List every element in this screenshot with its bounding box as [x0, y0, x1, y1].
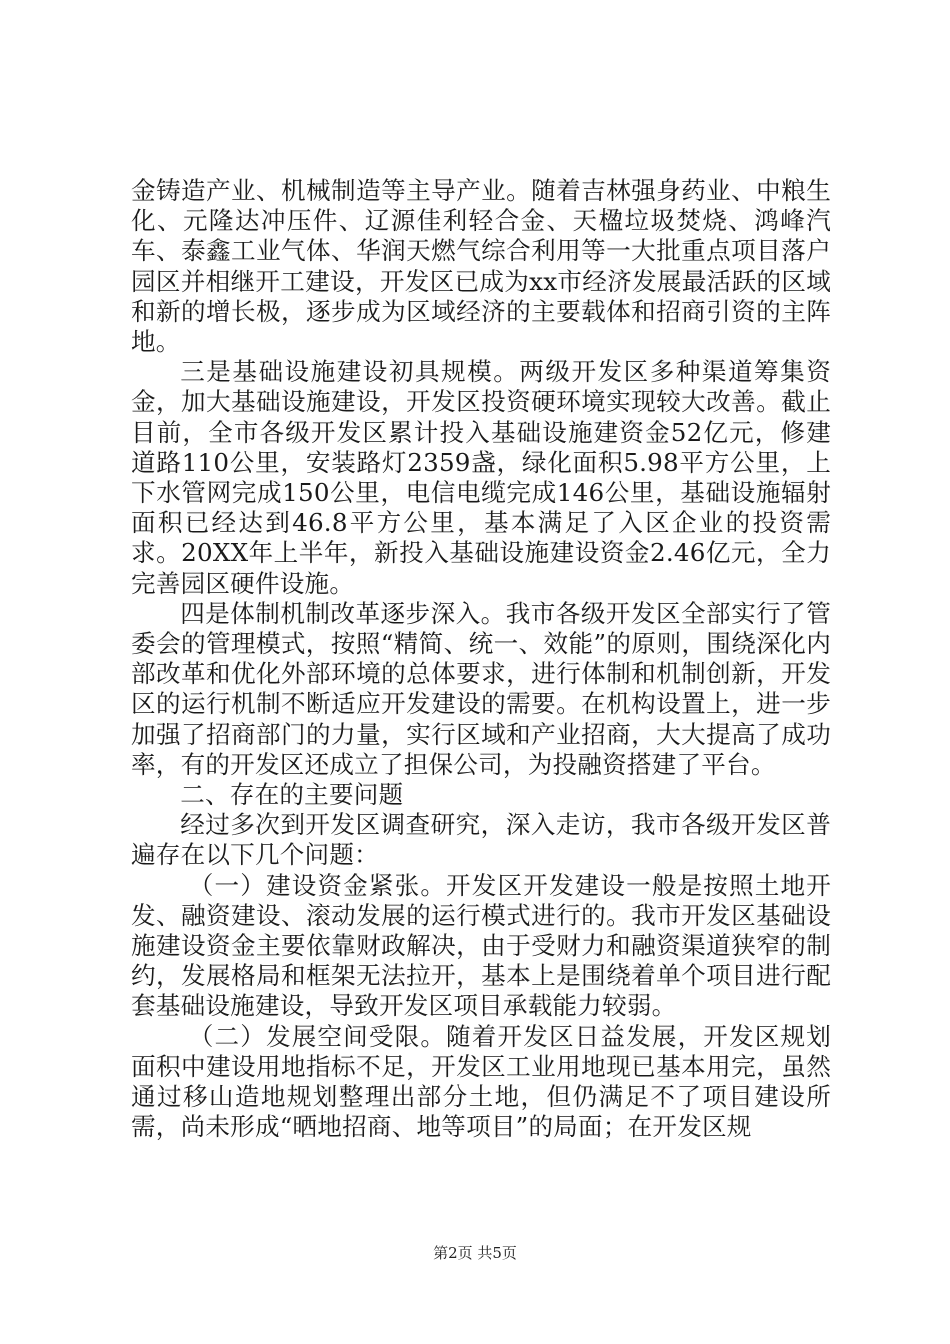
paragraph-space: （二）发展空间受限。随着开发区日益发展，开发区规划面积中建设用地指标不足，开发区工业用地现已基本用完，虽然通过移山造地规划整理出部分土地，但仍满足不了项目建设所需，尚未形成“晒地招商、地等项目”的局面；在开发区规: [131, 1021, 831, 1142]
page-number-footer: 第2页 共5页: [433, 1244, 517, 1262]
paragraph-intro: 经过多次到开发区调查研究，深入走访，我市各级开发区普遍存在以下几个问题：: [131, 810, 831, 870]
paragraph-reform: 四是体制机制改革逐步深入。我市各级开发区全部实行了管委会的管理模式，按照“精简、统一、效能”的原则，围绕深化内部改革和优化外部环境的总体要求，进行体制和机制创新，开发区的运行机制不断适应开发建设的需要。在机构设置上，进一步加强了招商部门的力量，实行区域和产业招商，大大提高了成功率，有的开发区还成立了担保公司，为投融资搭建了平台。: [131, 598, 831, 779]
paragraph-continuation: 金铸造产业、机械制造等主导产业。随着吉林强身药业、中粮生化、元隆达冲压件、辽源佳利轻合金、天楹垃圾焚烧、鸿峰汽车、泰鑫工业气体、华润天燃气综合利用等一大批重点项目落户园区并相继开工建设，开发区已成为xx市经济发展最活跃的区域和新的增长极，逐步成为区域经济的主要载体和招商引资的主阵地。: [131, 176, 831, 357]
section-heading: 二、存在的主要问题: [180, 780, 404, 810]
paragraph-infrastructure: 三是基础设施建设初具规模。两级开发区多种渠道筹集资金，加大基础设施建设，开发区投资硬环境实现较大改善。截止目前，全市各级开发区累计投入基础设施建资金52亿元，修建道路110公里，安装路灯2359盏，绿化面积5.98平方公里，上下水管网完成150公里，电信电缆完成146公里，基础设施辐射面积已经达到46.8平方公里，基本满足了入区企业的投资需求。20XX年上半年，新投入基础设施建设资金2.46亿元，全力完善园区硬件设施。: [131, 357, 831, 598]
document-body: [131, 176, 831, 1143]
paragraph-funding: （一）建设资金紧张。开发区开发建设一般是按照土地开发、融资建设、滚动发展的运行模式进行的。我市开发区基础设施建设资金主要依靠财政解决，由于受财力和融资渠道狭窄的制约，发展格局和框架无法拉开，基本上是围绕着单个项目进行配套基础设施建设，导致开发区项目承载能力较弱。: [131, 870, 831, 1021]
